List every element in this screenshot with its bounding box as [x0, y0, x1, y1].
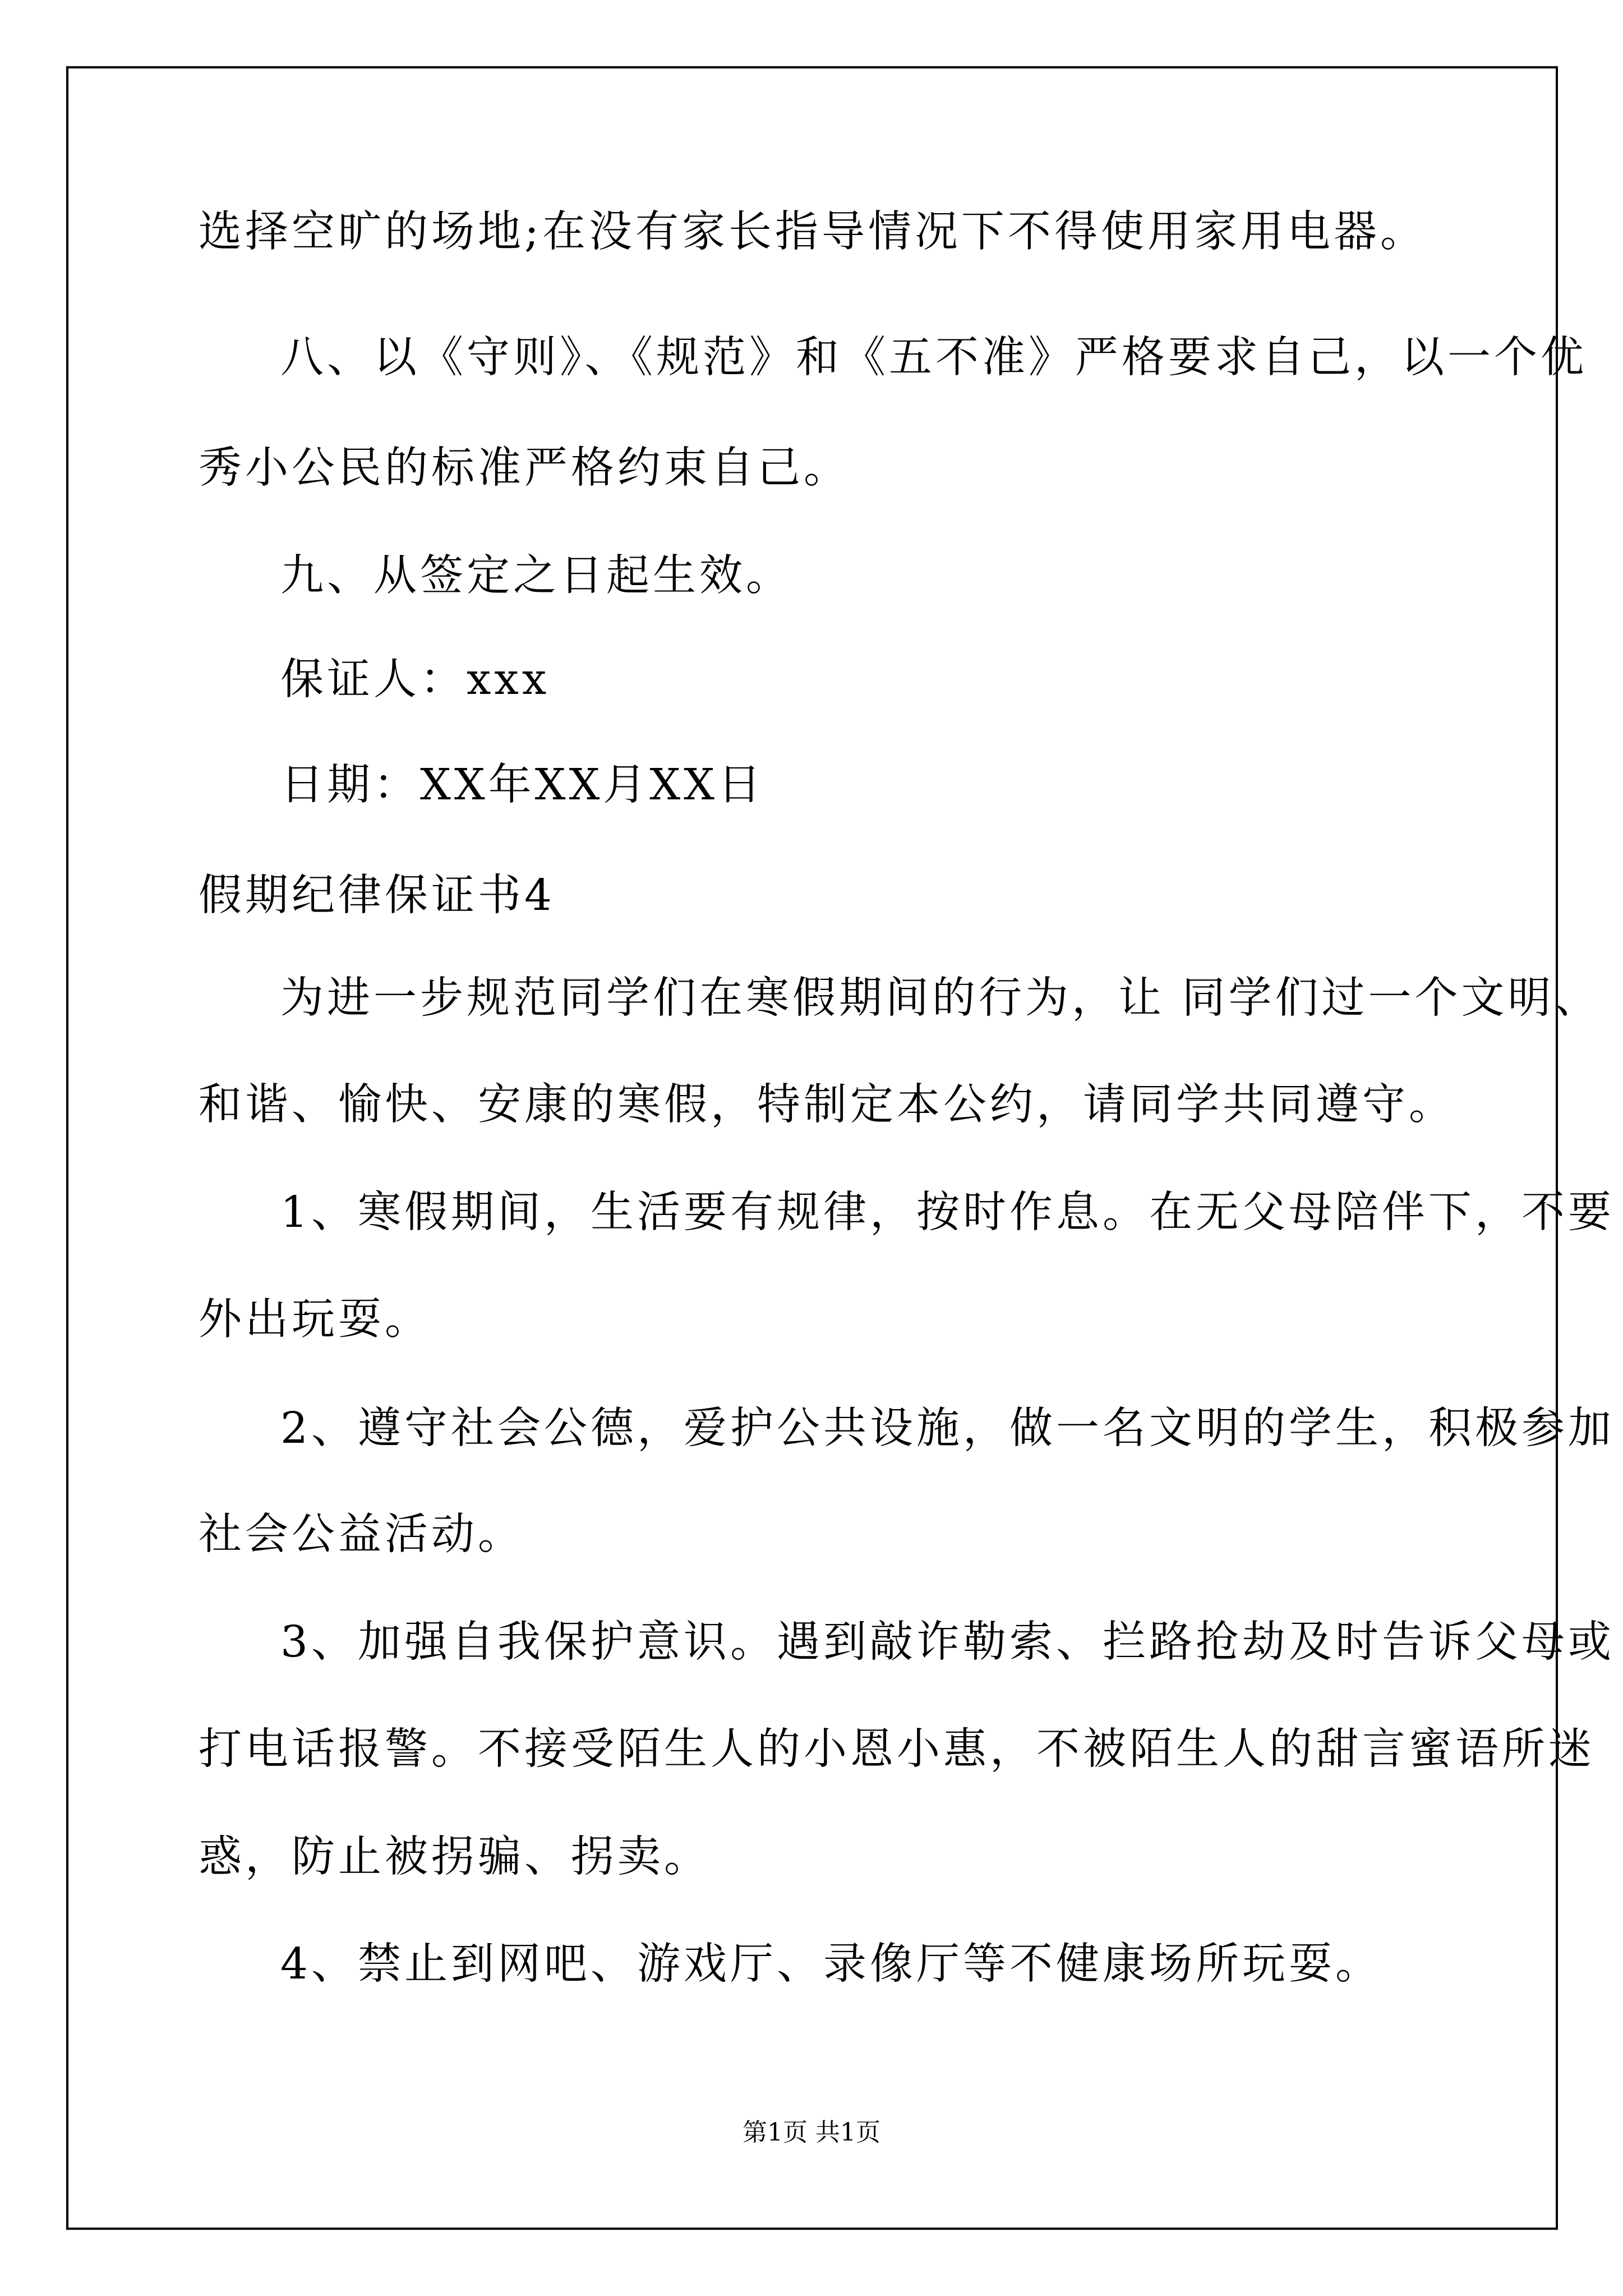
guarantor-line: 保证人：xxx	[280, 655, 550, 705]
date-line: 日期：XX年XX月XX日	[280, 760, 764, 810]
body-line: 和谐、愉快、安康的寒假，特制定本公约，请同学共同遵守。	[199, 1080, 1455, 1130]
paragraph-line: 九、从签定之日起生效。	[280, 551, 792, 601]
paragraph-line: 为进一步规范同学们在寒假期间的行为，让 同学们过一个文明、	[280, 973, 1601, 1023]
paragraph-line: 3、加强自我保护意识。遇到敲诈勒索、拦路抢劫及时告诉父母或	[280, 1617, 1615, 1667]
body-line: 秀小公民的标准严格约束自己。	[199, 443, 850, 493]
section-title: 假期纪律保证书4	[199, 871, 555, 921]
body-line: 选择空旷的场地;在没有家长指导情况下不得使用家用电器。	[199, 207, 1427, 257]
paragraph-line: 2、遵守社会公德，爱护公共设施，做一名文明的学生，积极参加	[280, 1404, 1615, 1453]
page-border	[66, 66, 1558, 2230]
paragraph-line: 八、以《守则》、《规范》和《五不准》严格要求自己，以一个优	[280, 333, 1587, 383]
body-line: 社会公益活动。	[199, 1510, 524, 1559]
paragraph-line: 4、禁止到网吧、游戏厅、录像厅等不健康场所玩耍。	[280, 1939, 1382, 1989]
page-footer: 第1页 共1页	[743, 2118, 880, 2147]
body-line: 打电话报警。不接受陌生人的小恩小惠，不被陌生人的甜言蜜语所迷	[199, 1724, 1595, 1774]
paragraph-line: 1、寒假期间，生活要有规律，按时作息。在无父母陪伴下，不要	[280, 1188, 1615, 1237]
body-line: 外出玩耍。	[199, 1295, 431, 1345]
body-line: 惑，防止被拐骗、拐卖。	[199, 1832, 711, 1882]
